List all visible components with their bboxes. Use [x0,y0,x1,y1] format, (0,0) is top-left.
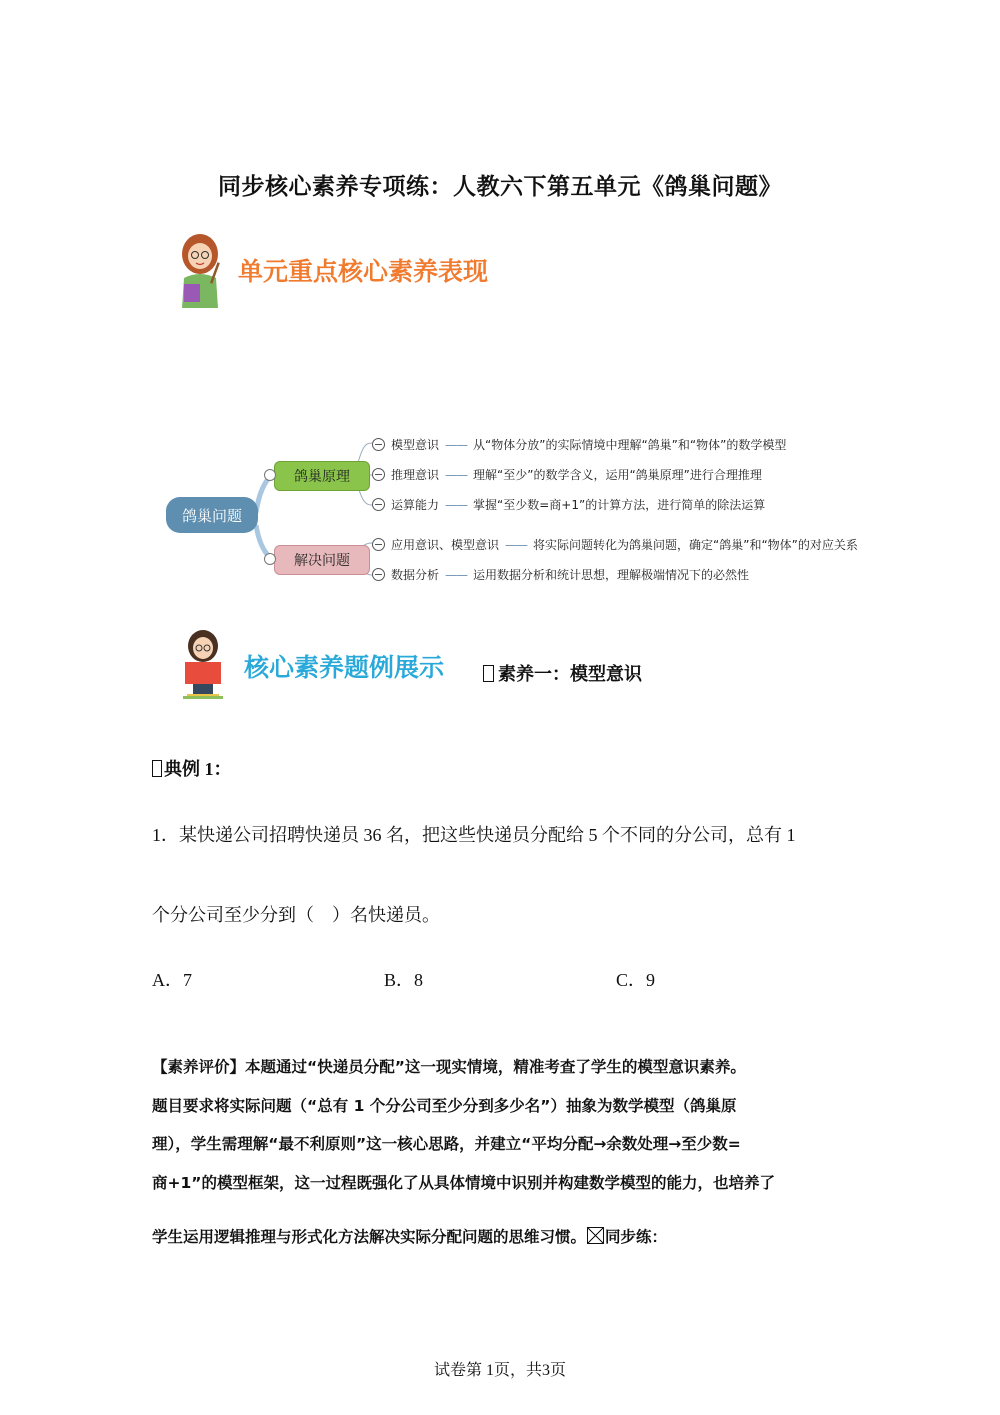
placeholder-glyph-icon [483,665,494,682]
evaluation-paragraph [152,1048,852,1257]
evaluation-line: 题目要求将实际问题（“总有 1 个分公司至少分到多少名”）抽象为数学模型（鸽巢原 [152,1096,737,1115]
option-b[interactable]: B．8 [384,970,424,990]
sync-practice-label: 同步练： [605,1228,668,1246]
leaf-desc: 将实际问题转化为鸽巢问题，确定“鸽巢”和“物体”的对应关系 [533,538,858,552]
leaf-desc: 从“物体分放”的实际情境中理解“鸽巢”和“物体”的数学模型 [473,438,787,452]
leaf-desc: 理解“至少”的数学含义，运用“鸽巢原理”进行合理推理 [473,468,762,482]
leaf-desc: 掌握“至少数=商+1”的计算方法，进行简单的除法运算 [473,498,766,512]
mindmap-branch-pigeonhole: 鸽巢原理 [274,461,370,491]
section-heading-examples: 核心素养题例展示 [244,653,445,682]
evaluation-line: 理），学生需理解“最不利原则”这一核心思路，并建立“平均分配→余数处理→至少数= [152,1135,741,1153]
question-line-2: 个分公司至少分到（ ）名快递员。 [152,905,440,925]
example-label-text: 典例 1： [164,759,232,779]
collapse-icon[interactable] [372,568,385,581]
student-reading-illustration [175,628,231,700]
mindmap [160,425,880,595]
teacher-illustration [170,232,230,308]
evaluation-line: 商+1”的模型框架，这一过程既强化了从具体情境中识别并构建数学模型的能力，也培养了 [152,1173,775,1192]
page-footer: 试卷第 1页，共3页 [433,1362,566,1379]
mindmap-leaf: 数据分析 —— 运用数据分析和统计思想，理解极端情况下的必然性 [372,566,749,583]
evaluation-line: 【素养评价】本题通过“快递员分配”这一现实情境，精准考查了学生的模型意识素养。 [152,1058,746,1076]
question-line-1: 1．某快递公司招聘快递员 36 名，把这些快递员分配给 5 个不同的分公司，总有 1 [152,825,796,845]
option-a[interactable]: A．7 [152,970,192,990]
leaf-name: 推理意识 [391,468,440,482]
collapse-toggle-icon[interactable] [264,469,276,481]
mindmap-leaf: 推理意识 —— 理解“至少”的数学含义，运用“鸽巢原理”进行合理推理 [372,466,762,483]
collapse-icon[interactable] [372,538,385,551]
mindmap-root: 鸽巢问题 [166,497,258,533]
example-label [152,755,232,781]
leaf-name: 数据分析 [391,568,440,582]
collapse-icon[interactable] [372,468,385,481]
leaf-desc: 运用数据分析和统计思想，理解极端情况下的必然性 [473,568,750,582]
mindmap-leaf: 应用意识、模型意识 —— 将实际问题转化为鸽巢问题，确定“鸽巢”和“物体”的对应关系 [372,536,858,553]
collapse-toggle-icon[interactable] [264,553,276,565]
leaf-name: 应用意识、模型意识 [391,538,500,552]
section-heading-core-literacy: 单元重点核心素养表现 [238,257,489,286]
subheading [483,660,642,686]
mindmap-leaf: 模型意识 —— 从“物体分放”的实际情境中理解“鸽巢”和“物体”的数学模型 [372,436,786,453]
option-c[interactable]: C．9 [616,970,656,990]
evaluation-line-last [152,1218,852,1257]
mindmap-branch-solve: 解决问题 [274,545,370,575]
collapse-icon[interactable] [372,498,385,511]
document-title: 同步核心素养专项练：人教六下第五单元《鸽巢问题》 [218,174,782,200]
mindmap-leaf: 运算能力 —— 掌握“至少数=商+1”的计算方法，进行简单的除法运算 [372,496,765,513]
leaf-name: 运算能力 [391,498,440,512]
placeholder-glyph-icon [152,760,162,777]
evaluation-line: 学生运用逻辑推理与形式化方法解决实际分配问题的思维习惯。 [152,1228,587,1246]
collapse-icon[interactable] [372,438,385,451]
subheading-text: 素养一：模型意识 [498,664,642,685]
leaf-name: 模型意识 [391,438,440,452]
checkbox-glyph-icon [587,1227,604,1244]
